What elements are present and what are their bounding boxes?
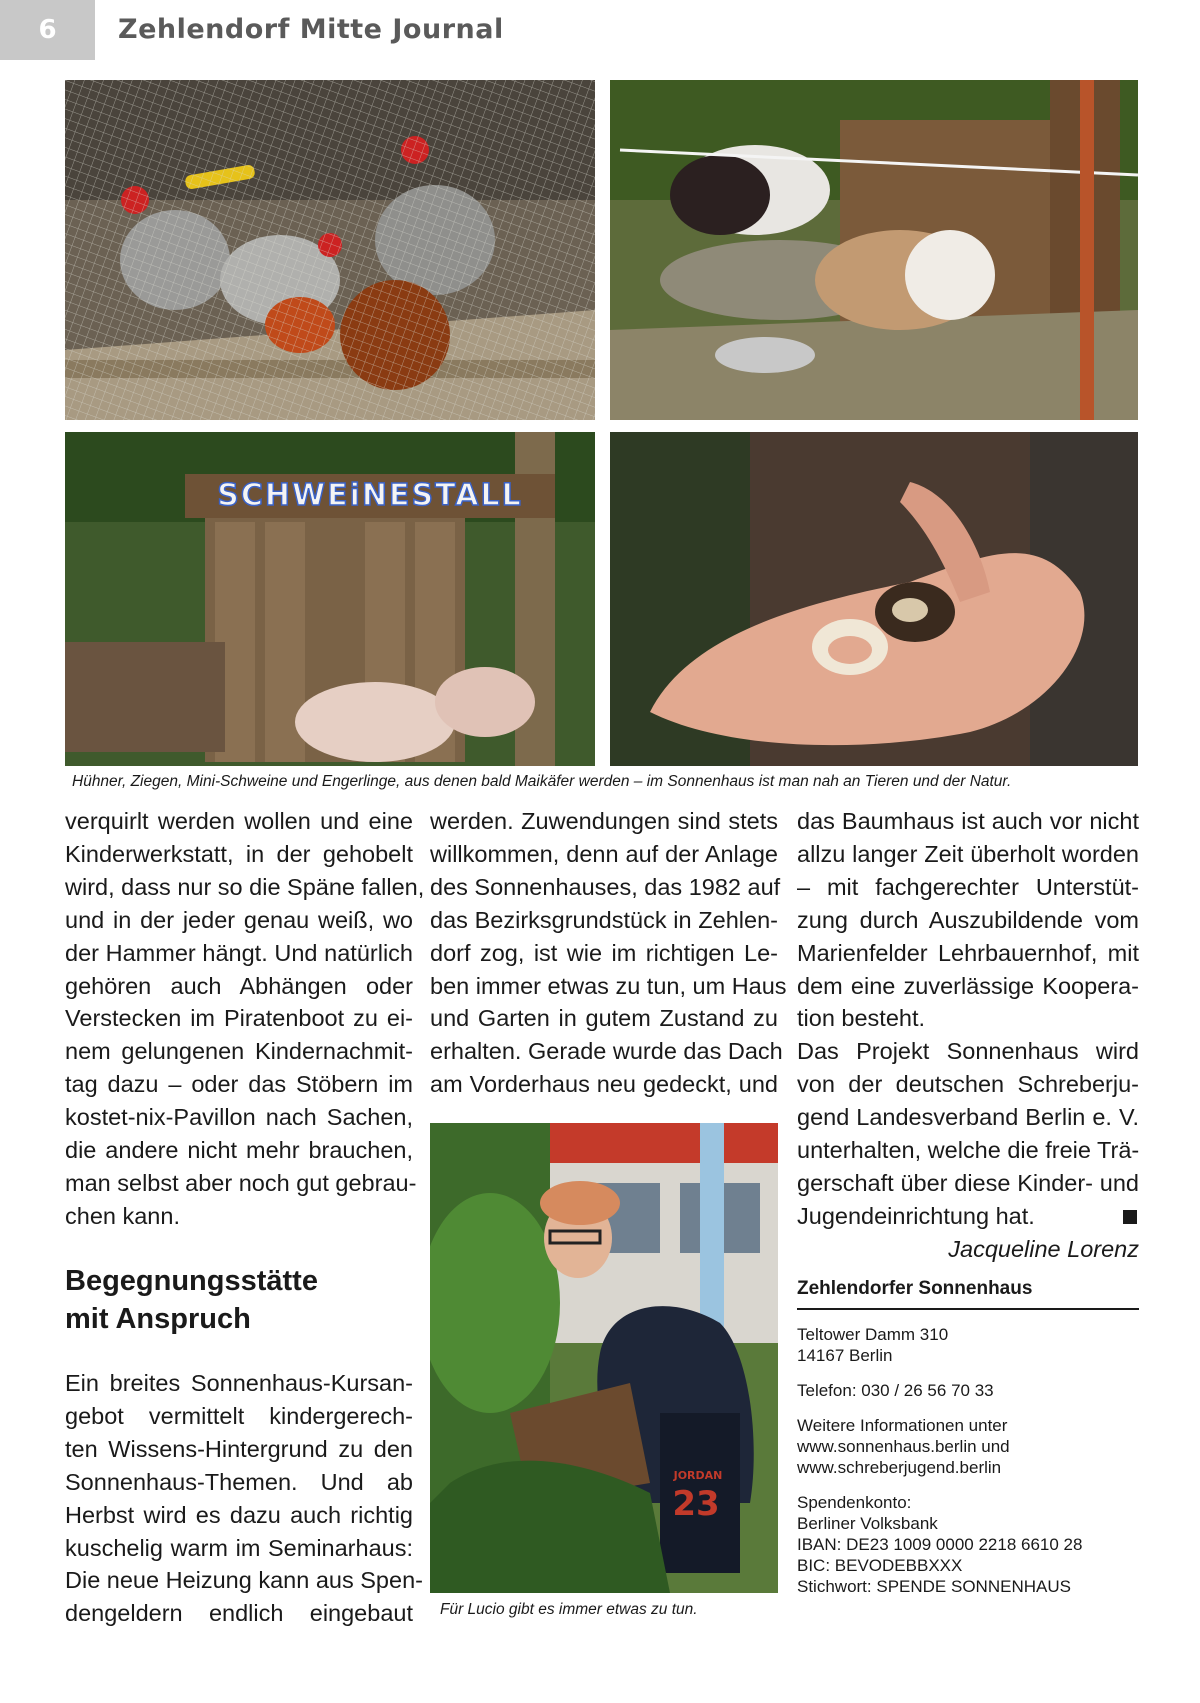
text-line: – mit fachgerechter Unterstüt- — [797, 873, 1139, 900]
heading-line: Begegnungsstätte — [65, 1265, 318, 1297]
section-heading — [65, 1262, 318, 1338]
text-line: zung durch Auszubildende vom — [797, 906, 1139, 933]
pigsty-photo — [65, 432, 595, 766]
text-line: nem gelungenen Kindernachmit- — [65, 1038, 413, 1065]
text-line: Ein breites Sonnenhaus-Kursan- — [65, 1370, 413, 1396]
end-of-article-icon — [1123, 1210, 1137, 1224]
text-line: von der deutschen Schreberju- — [797, 1071, 1139, 1098]
chickens-photo — [65, 80, 595, 420]
text-line: wird, dass nur so die Späne fallen, — [65, 873, 425, 900]
lucio-shirt-number: 23 — [672, 1484, 720, 1524]
text-line: unterhalten, welche die freie Trä- — [797, 1137, 1140, 1164]
info-box-title: Zehlendorfer Sonnenhaus — [797, 1278, 1033, 1299]
text-line: dorf zog, ist wie im richtigen Le- — [430, 939, 778, 966]
text-line: Das Projekt Sonnenhaus wird — [797, 1038, 1139, 1065]
text-line: des Sonnenhauses, das 1982 auf — [430, 873, 781, 900]
text-line: das Baumhaus ist auch vor nicht — [797, 808, 1139, 834]
text-line: die andere nicht mehr brauchen, — [65, 1137, 413, 1164]
text-line: gerschaft über diese Kinder- und — [797, 1169, 1139, 1196]
text-line: das Bezirksgrundstück in Zehlen- — [430, 906, 778, 933]
heading-line: mit Anspruch — [65, 1303, 251, 1335]
text-line: kuschelig warm im Seminarhaus: — [65, 1534, 413, 1561]
text-line: gend Landesverband Berlin e. V. — [797, 1104, 1139, 1131]
text-line: man selbst aber noch gut gebrau- — [65, 1169, 417, 1196]
article-column-1-continued — [65, 1367, 423, 1630]
text-line: gebot vermittelt kindergerech- — [65, 1402, 413, 1429]
text-line: am Vorderhaus neu gedeckt, und — [430, 1071, 778, 1098]
photo-caption: Hühner, Ziegen, Mini-Schweine und Engerlinge, aus denen bald Maikäfer werden – im Sonnenhaus ist man nah an Tieren und der Natur. — [72, 773, 1012, 790]
text-line: Die neue Heizung kann aus Spen- — [65, 1567, 423, 1594]
text-line: ben immer etwas zu tun, um Haus — [430, 972, 787, 999]
text-line: verquirlt werden wollen und eine — [65, 808, 413, 834]
more-info-line: Weitere Informationen unter — [797, 1416, 1008, 1435]
text-line: Verstecken im Piratenboot zu ei- — [65, 1005, 413, 1032]
more-info-line: www.sonnenhaus.berlin und — [797, 1437, 1010, 1456]
info-box — [797, 1278, 1139, 1597]
journal-title: Zehlendorf Mitte Journal — [118, 14, 504, 45]
pigsty-sign: SCHWEiNESTALL — [217, 478, 523, 513]
text-line: und in der jeder genau weiß, wo — [65, 906, 413, 933]
text-line: und Garten in gutem Zustand zu — [430, 1005, 778, 1032]
bank-line: Berliner Volksbank — [797, 1514, 938, 1533]
address-line: 14167 Berlin — [797, 1346, 893, 1365]
text-line: dem eine zuverlässige Koopera- — [797, 972, 1139, 999]
lucio-shirt-text: JORDAN — [673, 1469, 723, 1482]
bank-line: Stichwort: SPENDE SONNENHAUS — [797, 1577, 1071, 1596]
text-line: willkommen, denn auf der Anlage — [430, 840, 778, 867]
text-line: allzu langer Zeit überholt worden — [797, 840, 1139, 867]
text-line: Herbst wird es dazu auch richtig — [65, 1501, 413, 1528]
text-line: chen kann. — [65, 1202, 180, 1229]
text-line: Kinderwerkstatt, in der gehobelt — [65, 840, 413, 867]
article-column-3 — [797, 805, 1139, 1266]
text-line: erhalten. Gerade wurde das Dach — [430, 1038, 783, 1065]
more-info-line: www.schreberjugend.berlin — [797, 1458, 1002, 1477]
text-line: der Hammer hängt. Und natürlich — [65, 939, 413, 966]
text-line: kostet-nix-Pavillon nach Sachen, — [65, 1104, 413, 1131]
lucio-photo — [430, 1123, 778, 1593]
info-divider — [797, 1308, 1139, 1310]
text-line: werden. Zuwendungen sind stets — [430, 808, 778, 834]
article-author: Jacqueline Lorenz — [948, 1235, 1139, 1262]
goats-photo — [610, 80, 1138, 420]
bank-line: IBAN: DE23 1009 0000 2218 6610 28 — [797, 1535, 1083, 1554]
text-line — [797, 1200, 1139, 1233]
text-line-content: Jugendeinrichtung hat. — [797, 1202, 1035, 1229]
text-line: ten Wissens-Hintergrund zu den — [65, 1435, 413, 1462]
page-number: 6 — [0, 0, 95, 60]
article-column-2 — [430, 805, 787, 1101]
lucio-caption: Für Lucio gibt es immer etwas zu tun. — [440, 1601, 698, 1618]
text-line: Sonnenhaus-Themen. Und ab — [65, 1468, 413, 1495]
text-line: tag dazu – oder das Stöbern im — [65, 1071, 413, 1098]
grubs-photo — [610, 432, 1138, 766]
text-line: tion besteht. — [797, 1005, 926, 1032]
bank-line: BIC: BEVODEBBXXX — [797, 1556, 963, 1575]
text-line: gehören auch Abhängen oder — [65, 972, 413, 999]
text-line: Marienfelder Lehrbauernhof, mit — [797, 939, 1139, 966]
bank-line: Spendenkonto: — [797, 1493, 912, 1512]
phone-line: Telefon: 030 / 26 56 70 33 — [797, 1381, 994, 1400]
article-column-1 — [65, 805, 425, 1233]
address-line: Teltower Damm 310 — [797, 1325, 949, 1344]
text-line: dengeldern endlich eingebaut — [65, 1600, 413, 1627]
